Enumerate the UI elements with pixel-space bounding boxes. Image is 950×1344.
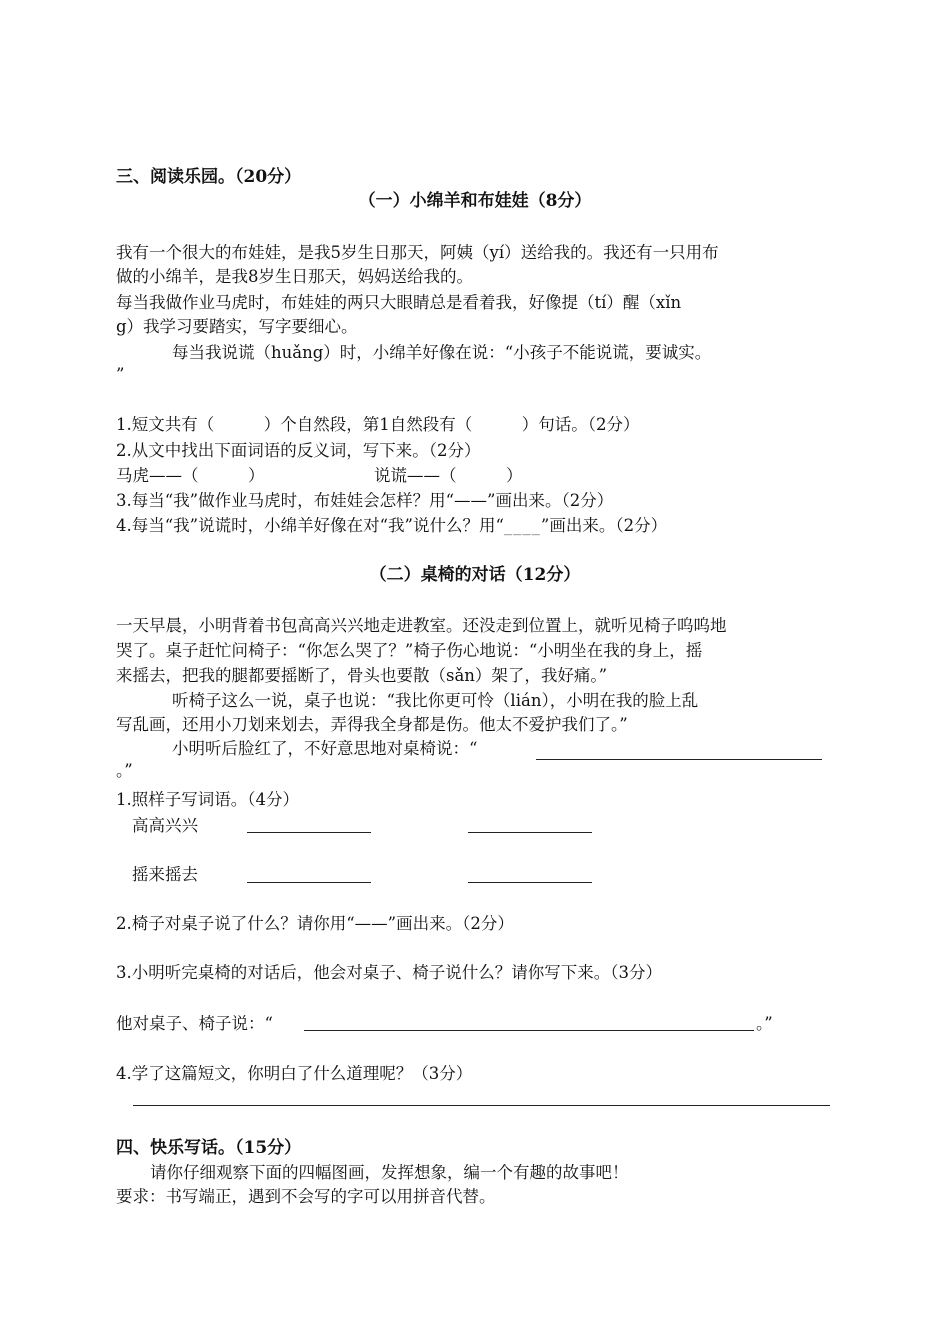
part2-question-2: 2.椅子对桌子说了什么？请你用“——”画出来。（2分） bbox=[116, 914, 514, 933]
answer-line-xiaoming[interactable] bbox=[536, 759, 822, 760]
section3-title: 三、阅读乐园。（20分） bbox=[116, 167, 302, 187]
part2-passage-line-3: 来摇去，把我的腿都要摇断了，骨头也要散（sǎn）架了，我好痛。” bbox=[116, 666, 608, 685]
part1-passage-line-1: 我有一个很大的布娃娃，是我5岁生日那天，阿姨（yí）送给我的。我还有一只用布 bbox=[116, 243, 719, 262]
part1-passage-line-5: 每当我说谎（huǎng）时，小绵羊好像在说：“小孩子不能说谎，要诚实。 bbox=[172, 343, 712, 362]
section4-line-2: 要求：书写端正，遇到不会写的字可以用拼音代替。 bbox=[116, 1187, 496, 1206]
part2-passage-line-4: 听椅子这么一说，桌子也说：“我比你更可怜（lián），小明在我的脸上乱 bbox=[172, 691, 699, 710]
part1-title: （一）小绵羊和布娃娃（8分） bbox=[358, 191, 592, 211]
section4-line-1: 请你仔细观察下面的四幅图画，发挥想象，编一个有趣的故事吧！ bbox=[150, 1163, 629, 1182]
section4-title: 四、快乐写话。（15分） bbox=[116, 1138, 302, 1158]
part1-passage-line-2: 做的小绵羊，是我8岁生日那天，妈妈送给我的。 bbox=[116, 267, 473, 286]
part1-question-2-word-b: 说谎——（ ） bbox=[374, 466, 523, 485]
part2-question-1: 1.照样子写词语。（4分） bbox=[116, 790, 299, 809]
part2-question-4: 4.学了这篇短文，你明白了什么道理呢？（3分） bbox=[116, 1064, 473, 1083]
part1-question-2: 2.从文中找出下面词语的反义词，写下来。（2分） bbox=[116, 441, 481, 460]
part1-passage-line-3: 每当我做作业马虎时，布娃娃的两只大眼睛总是看着我，好像提（tí）醒（xǐn bbox=[116, 293, 682, 312]
part2-passage-line-1: 一天早晨，小明背着书包高高兴兴地走进教室。还没走到位置上，就听见椅子呜呜地 bbox=[116, 616, 727, 635]
part1-question-4 bbox=[116, 515, 667, 537]
part2-passage-line-5: 写乱画，还用小刀划来划去，弄得我全身都是伤。他太不爱护我们了。” bbox=[116, 715, 628, 734]
part2-question-3: 3.小明听完桌椅的对话后，他会对桌子、椅子说什么？请你写下来。（3分） bbox=[116, 963, 662, 982]
answer-line-2a[interactable] bbox=[247, 882, 371, 883]
part1-passage-line-4: g）我学习要踏实，写字要细心。 bbox=[116, 317, 358, 336]
part1-question-2-word-a: 马虎——（ ） bbox=[116, 466, 265, 485]
answer-line-2b[interactable] bbox=[468, 882, 592, 883]
part2-passage-line-7: 。” bbox=[116, 761, 133, 780]
part2-question-3-answer-suffix: 。” bbox=[756, 1014, 773, 1033]
example-word-1: 高高兴兴 bbox=[132, 816, 198, 835]
part1-question-1: 1.短文共有（ ）个自然段，第1自然段有（ ）句话。（2分） bbox=[116, 415, 640, 434]
part1-question-3: 3.每当“我”做作业马虎时，布娃娃会怎样？用“——”画出来。（2分） bbox=[116, 491, 614, 510]
wavy-underline-mark: ____ bbox=[503, 516, 541, 535]
part2-passage-line-6: 小明听后脸红了，不好意思地对桌椅说：“ bbox=[172, 739, 478, 758]
q4-text-post: ”画出来。（2分） bbox=[540, 516, 668, 535]
example-word-2: 摇来摇去 bbox=[132, 865, 198, 884]
part2-title: （二）桌椅的对话（12分） bbox=[369, 565, 581, 585]
part1-passage-line-6: ” bbox=[116, 365, 125, 384]
answer-line-1b[interactable] bbox=[468, 832, 592, 833]
part2-passage-line-2: 哭了。桌子赶忙问椅子：“你怎么哭了？”椅子伤心地说：“小明坐在我的身上，摇 bbox=[116, 641, 703, 660]
answer-line-1a[interactable] bbox=[247, 832, 371, 833]
q4-text-pre: 4.每当“我”说谎时，小绵羊好像在对“我”说什么？用“ bbox=[116, 516, 504, 535]
answer-line-q4[interactable] bbox=[133, 1105, 830, 1106]
answer-line-q3[interactable] bbox=[304, 1030, 754, 1031]
part2-question-3-answer-prefix: 他对桌子、椅子说：“ bbox=[116, 1014, 273, 1033]
